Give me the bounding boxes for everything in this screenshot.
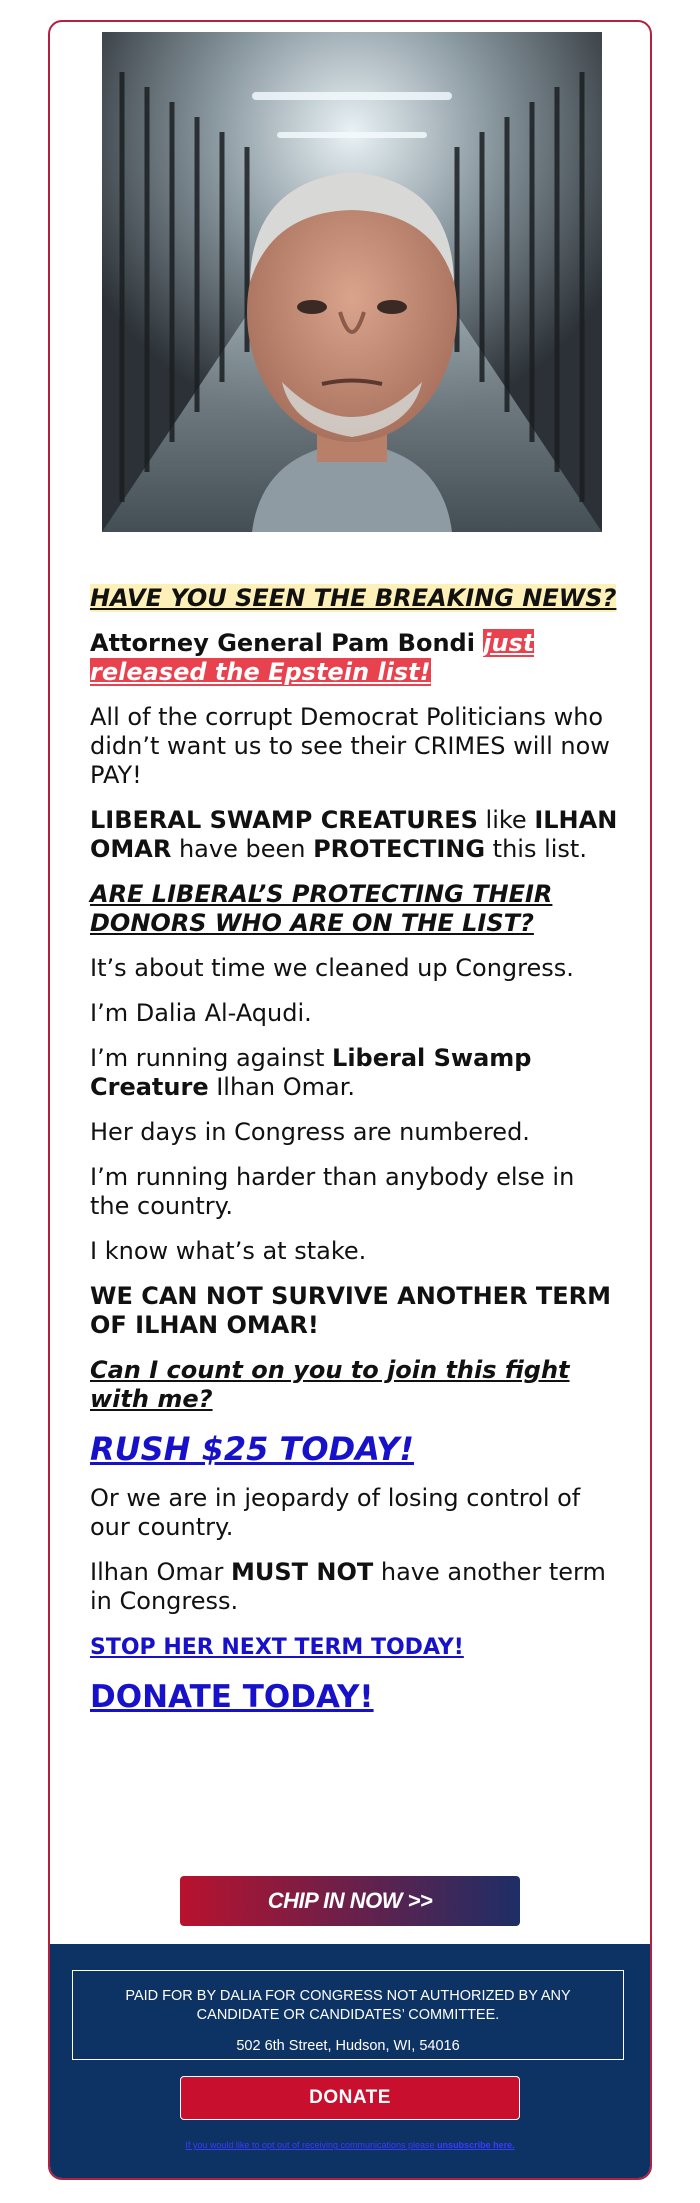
paragraph-corrupt: All of the corrupt Democrat Politicians who didn’t want us to see their CRIMES will now PAY! <box>90 703 610 789</box>
headline <box>90 584 620 613</box>
omar-name-text: Ilhan Omar. <box>208 1073 355 1101</box>
paragraph-stake: I know what’s at stake. <box>90 1237 367 1265</box>
rush-link-wrap <box>90 1430 620 1468</box>
paragraph-swamp <box>90 806 620 864</box>
paragraph-bondi <box>90 629 620 687</box>
must-not-text: MUST NOT <box>230 1558 374 1586</box>
chip-in-button[interactable]: CHIP IN NOW >> <box>180 1876 520 1926</box>
donate-link-wrap <box>90 1678 620 1716</box>
swamp-creatures-text: LIBERAL SWAMP CREATURES <box>90 806 478 834</box>
paragraph-harder: I’m running harder than anybody else in the country. <box>90 1163 575 1220</box>
rush-25-link[interactable]: RUSH $25 TODAY! <box>90 1430 414 1468</box>
donate-button[interactable]: DONATE <box>180 2076 520 2120</box>
address-text: 502 6th Street, Hudson, WI, 54016 <box>236 2038 460 2054</box>
breaking-news-headline: HAVE YOU SEEN THE BREAKING NEWS? <box>90 584 617 612</box>
paragraph-count-on-you <box>90 1356 620 1414</box>
swamp-creature-bold: Liberal Swamp Creature <box>90 1044 532 1101</box>
footer <box>50 1944 650 2180</box>
paragraph-days: Her days in Congress are numbered. <box>90 1118 530 1146</box>
hero-image <box>102 32 602 532</box>
stop-link-wrap <box>90 1632 620 1662</box>
unsubscribe-text: If you would like to opt out of receiving communications please <box>185 2140 435 2150</box>
disclaimer-text: PAID FOR BY DALIA FOR CONGRESS NOT AUTHORIZED BY ANY CANDIDATE OR CANDIDATES’ COMMITTEE. <box>125 1988 571 2023</box>
stop-next-term-link[interactable]: STOP HER NEXT TERM TODAY! <box>90 1635 464 1660</box>
paragraph-survive: WE CAN NOT SURVIVE ANOTHER TERM OF ILHAN OMAR! <box>90 1282 612 1339</box>
paragraph-jeopardy: Or we are in jeopardy of losing control of our country. <box>90 1484 581 1541</box>
protecting-text: PROTECTING <box>313 835 486 863</box>
donors-question: ARE LIBERAL’S PROTECTING THEIR DONORS WHO ARE ON THE LIST? <box>90 880 553 937</box>
question-heading <box>90 880 620 938</box>
paragraph-cleanup: It’s about time we cleaned up Congress. <box>90 954 574 982</box>
have-been-text: have been <box>171 835 314 863</box>
donate-today-link[interactable]: DONATE TODAY! <box>90 1679 374 1715</box>
email-body <box>90 584 620 1732</box>
omar-text: ILHAN OMAR <box>90 806 618 863</box>
email-card <box>48 20 652 2180</box>
omar-lead-text: Ilhan Omar <box>90 1558 231 1586</box>
paragraph-running-against <box>90 1044 620 1102</box>
paragraph-must-not <box>90 1558 620 1616</box>
this-list-text: this list. <box>485 835 587 863</box>
paragraph-name: I’m Dalia Al-Aqudi. <box>90 999 312 1027</box>
bondi-lead: Attorney General Pam Bondi <box>90 629 484 657</box>
join-fight-text: Can I count on you to join this fight with me? <box>90 1356 570 1413</box>
unsubscribe-line <box>50 2140 650 2150</box>
paid-for-disclaimer <box>72 1970 624 2060</box>
prison-portrait-image <box>102 32 602 532</box>
like-text: like <box>477 806 535 834</box>
unsubscribe-link[interactable]: unsubscribe here. <box>437 2140 515 2150</box>
epstein-list-highlight: just released the Epstein list! <box>90 629 535 686</box>
another-term-text: have another term in Congress. <box>90 1558 606 1615</box>
running-against-text: I’m running against <box>90 1044 333 1072</box>
